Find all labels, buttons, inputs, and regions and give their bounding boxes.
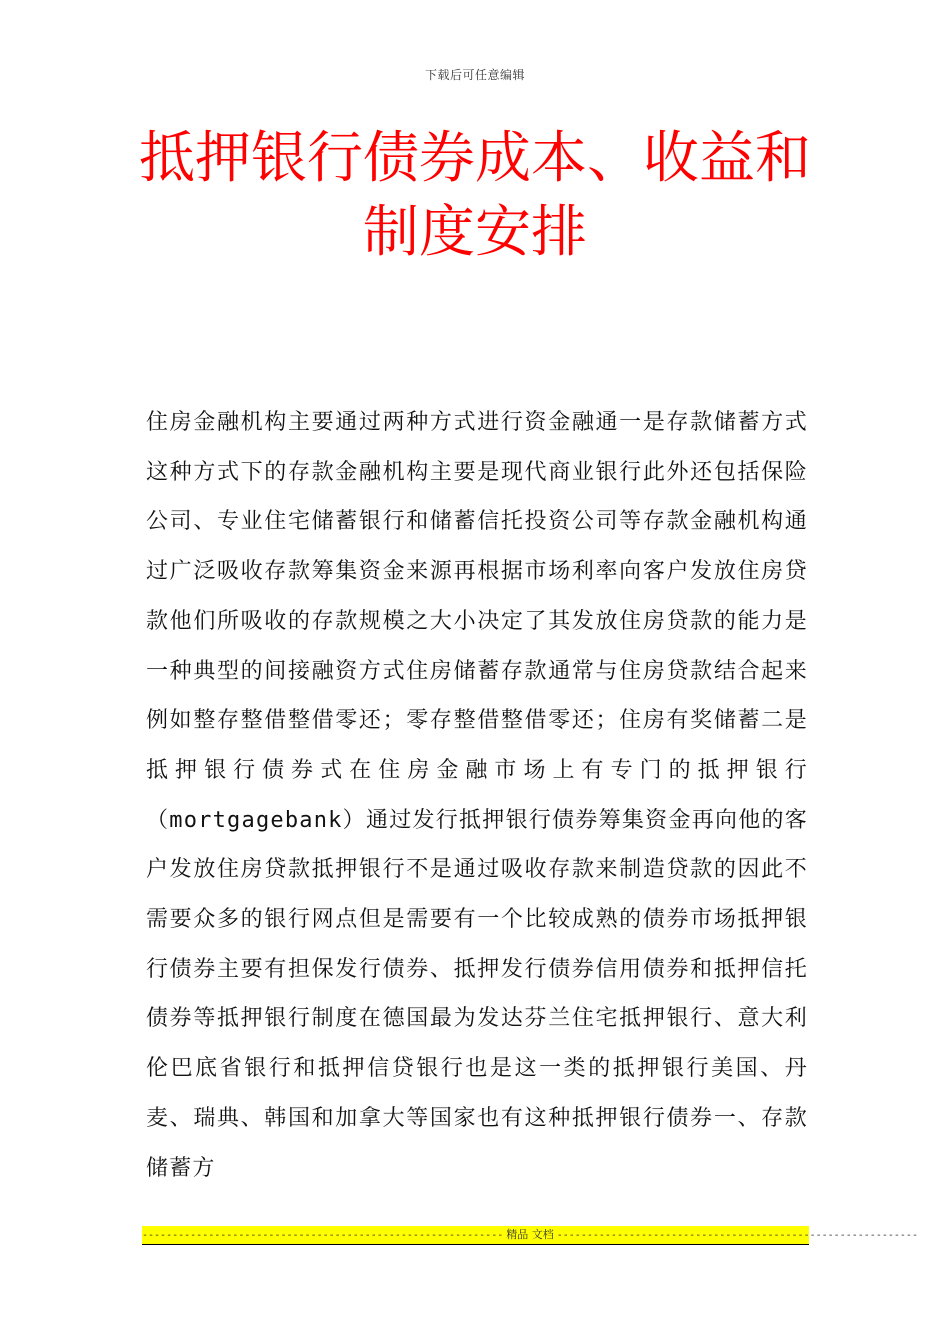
header-note: 下载后可任意编辑	[424, 68, 525, 82]
document-body: 住房金融机构主要通过两种方式进行资金融通一是存款储蓄方式这种方式下的存款金融机构主要是现代商业银行此外还包括保险公司、专业住宅储蓄银行和储蓄信托投资公司等存款金融机构通过广泛吸收存款筹集资金来源再根据市场利率向客户发放住房贷款他们所吸收的存款规模之大小决定了其发放住房贷款的能力是一种典型的间接融资方式住房储蓄存款通常与住房贷款结合起来例如整存整借整借零还；零存整借整借零还；住房有奖储蓄二是抵押银行债券式在住房金融市场上有专门的抵押银行（mortgagebank）通过发行抵押银行债券筹集资金再向他的客户发放住房贷款抵押银行不是通过吸收存款来制造贷款的因此不需要众多的银行网点但是需要有一个比较成熟的债券市场抵押银行债券主要有担保发行债券、抵押发行债券信用债券和抵押信托债券等抵押银行制度在德国最为发达芬兰住宅抵押银行、意大利伦巴底省银行和抵押信贷银行也是这一类的抵押银行美国、丹麦、瑞典、韩国和加拿大等国家也有这种抵押银行债券一、存款储蓄方	[146, 410, 808, 1181]
footer-divider: ------------------------------------------------------------ 精品 文档 ------------------------------------------------------------	[142, 1228, 918, 1241]
footer-label: 精品 文档	[506, 1228, 554, 1241]
document-title: 抵押银行债券成本、收益和制度安排	[139, 126, 811, 265]
